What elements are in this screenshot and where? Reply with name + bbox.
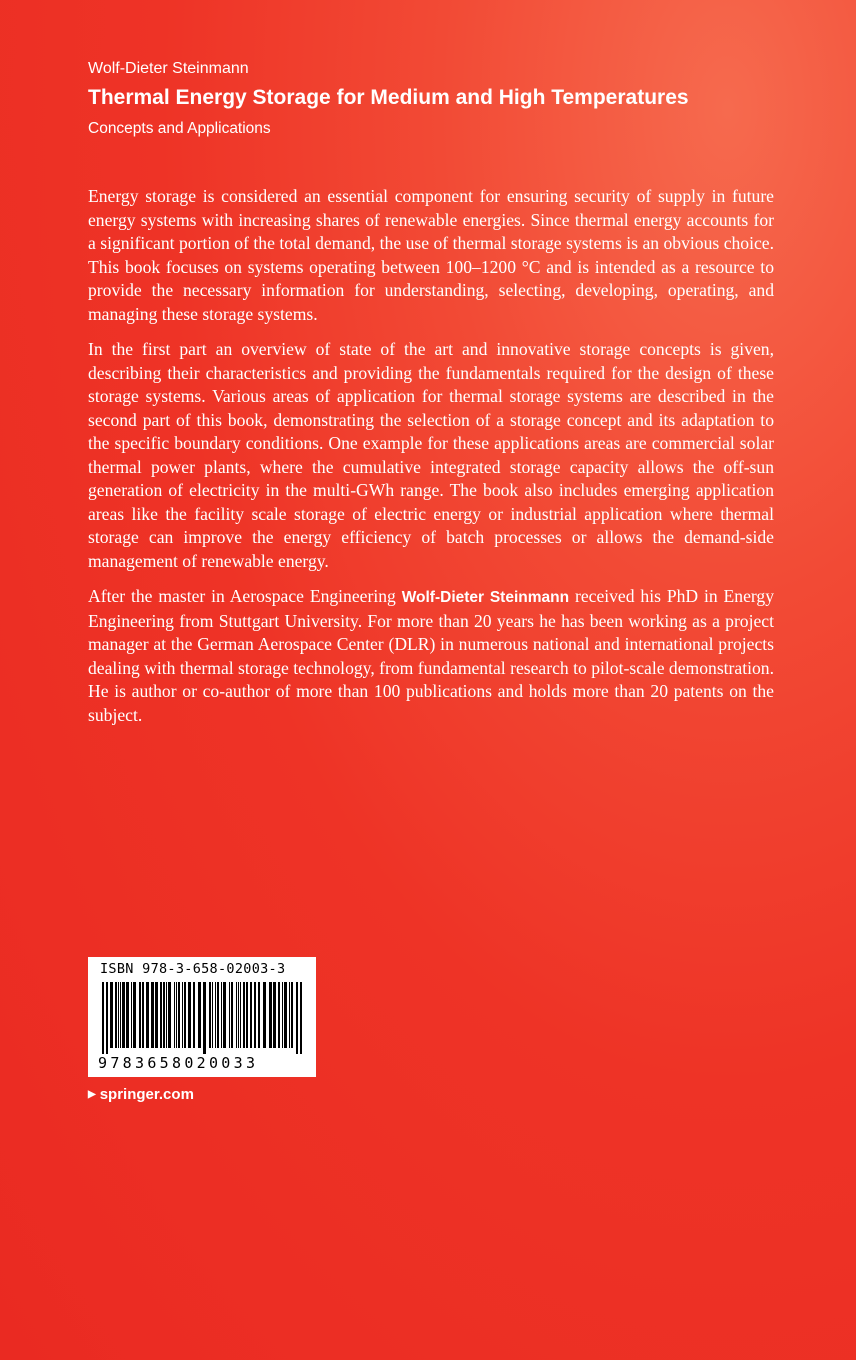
barcode-bar <box>106 982 108 1054</box>
isbn-barcode <box>88 957 316 1077</box>
barcode-bar <box>212 982 213 1048</box>
barcode-bar <box>182 982 183 1048</box>
book-subtitle: Concepts and Applications <box>88 120 271 137</box>
barcode-bar <box>300 982 302 1054</box>
barcode-bar <box>215 982 216 1048</box>
barcode-bar <box>133 982 136 1048</box>
barcode-bar <box>209 982 211 1048</box>
barcode-bar <box>246 982 248 1048</box>
publisher-link[interactable] <box>88 1086 194 1103</box>
barcode-bar <box>238 982 239 1048</box>
barcode-bar <box>168 982 171 1048</box>
blurb-paragraph-1: Energy storage is considered an essential component for ensuring security of supply in future energy systems with increasing shares of renewable energies. Since thermal energy accounts for a significant portion of the total demand, the use of thermal storage systems is an obvious choice. This book focuses on systems operating between 100–1200 °C and is intended as a resource to provide the necessary information for understanding, selecting, developing, operating, and managing these storage systems. <box>88 186 774 324</box>
barcode-bar <box>174 982 175 1048</box>
barcode-bar <box>102 982 104 1054</box>
barcode-bar <box>269 982 272 1048</box>
blurb-paragraph-2: In the first part an overview of state of the art and innovative storage concepts is given, describing their characteristics and providing the fundamentals required for the design of these storage systems. Various areas of application for thermal storage systems are described in the second part of this book, demonstrating the selection of a storage concept and its adaptation to the specific boundary conditions. One example for these applications areas are commercial solar thermal power plants, where the cumulative integrated storage capacity allows the off-sun generation of electricity in the multi-GWh range. The book also includes emerging application areas like the facility scale storage of electric energy or industrial application where thermal storage can improve the energy efficiency of batch processes or allows the demand-side management of renewable energy. <box>88 339 774 571</box>
barcode-bar <box>151 982 154 1048</box>
barcode-bar <box>142 982 144 1048</box>
barcode-bar <box>160 982 162 1048</box>
author-bio <box>88 585 774 727</box>
barcode-bar <box>282 982 283 1048</box>
barcode-bar <box>243 982 245 1048</box>
barcode-bar <box>254 982 256 1048</box>
barcode-bar <box>146 982 149 1048</box>
barcode-bar <box>263 982 266 1048</box>
book-title: Thermal Energy Storage for Medium and High Temperatures <box>88 86 689 109</box>
publisher-url: springer.com <box>99 1086 194 1103</box>
barcode-bar <box>118 982 119 1048</box>
blurb-text <box>88 185 774 739</box>
barcode-bar <box>229 982 230 1048</box>
bio-rest: received his PhD in Energy Engineering from Stuttgart University. For more than 20 years he has been working as a project manager at the German Aerospace Center (DLR) in numerous national and international projects dealing with thermal storage technology, from fundamental research to pilot-scale demonstration. He is author or co-author of more than 100 publications and holds more than 20 patents on the subject. <box>88 586 775 725</box>
barcode-bar <box>258 982 260 1048</box>
barcode-bar <box>236 982 237 1048</box>
barcode-bar <box>296 982 298 1054</box>
barcode-bar <box>115 982 117 1048</box>
barcode-bar <box>217 982 219 1048</box>
barcode-bar <box>166 982 167 1048</box>
isbn-label: ISBN 978-3-658-02003-3 <box>100 961 286 977</box>
barcode-bar <box>284 982 287 1048</box>
barcode-bar <box>131 982 132 1048</box>
barcode-bar <box>240 982 241 1048</box>
author-name: Wolf-Dieter Steinmann <box>88 60 249 77</box>
barcode-bar <box>155 982 158 1048</box>
barcode-bar <box>176 982 177 1048</box>
barcode-bar <box>198 982 201 1048</box>
barcode-bar <box>110 982 113 1048</box>
barcode-bar <box>126 982 129 1048</box>
barcode-bar <box>122 982 125 1048</box>
barcode-bar <box>221 982 222 1048</box>
barcode-bar <box>223 982 226 1048</box>
barcode-bar <box>188 982 191 1048</box>
bio-intro: After the master in Aerospace Engineering <box>88 586 402 606</box>
barcode-bar <box>278 982 280 1048</box>
barcode-digits: 9783658020033 <box>98 1054 259 1072</box>
barcode-bar <box>231 982 233 1048</box>
barcode-bar <box>193 982 195 1048</box>
barcode-bar <box>139 982 141 1048</box>
barcode-bar <box>250 982 252 1048</box>
barcode-bar <box>184 982 186 1048</box>
barcode-bar <box>273 982 276 1048</box>
bio-author-name: Wolf-Dieter Steinmann <box>401 589 570 606</box>
barcode-bar <box>203 982 206 1054</box>
barcode-bar <box>120 982 121 1048</box>
barcode-bar <box>163 982 165 1048</box>
barcode-bar <box>289 982 290 1048</box>
barcode-bars <box>100 982 304 1054</box>
barcode-bar <box>291 982 293 1048</box>
triangle-right-icon: ▶ <box>88 1089 96 1100</box>
barcode-bar <box>178 982 180 1048</box>
